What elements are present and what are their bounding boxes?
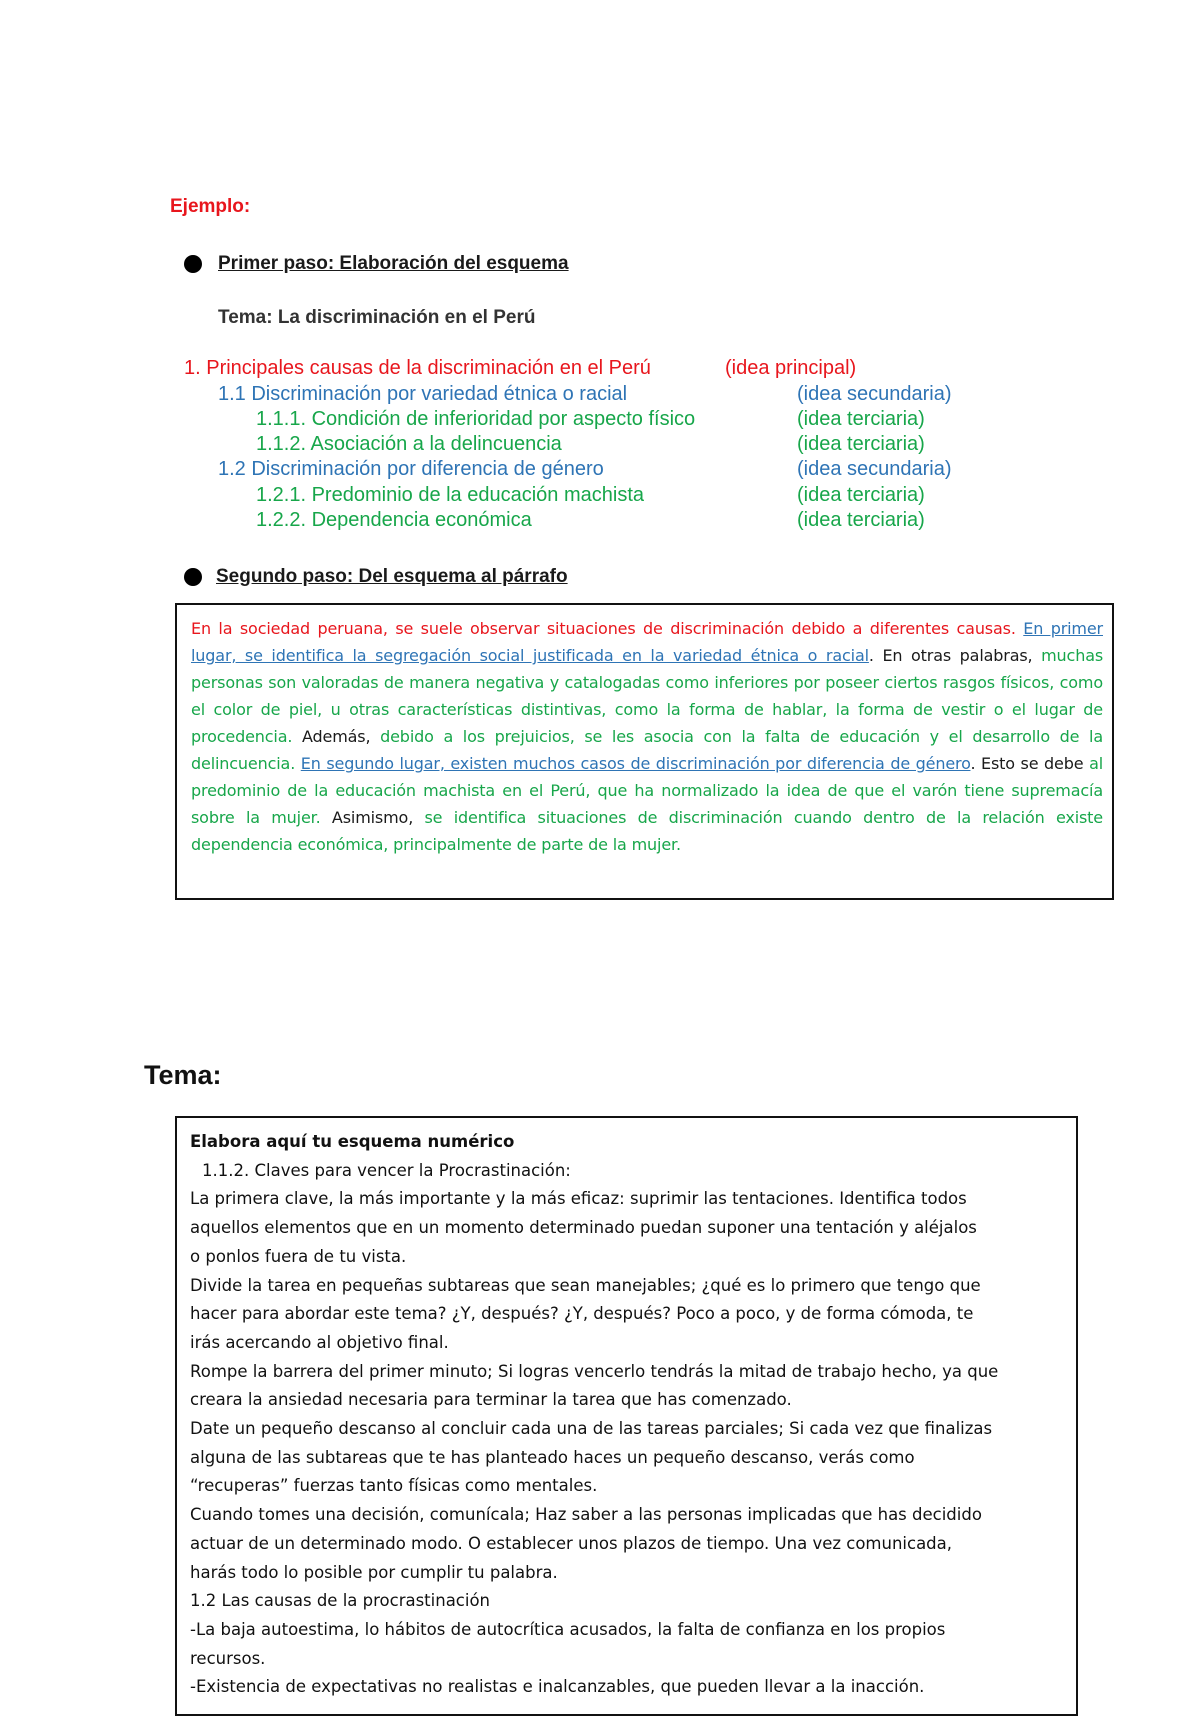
answer-line: Date un pequeño descanso al concluir cada una de las tareas parciales; Si cada vez que finalizas (190, 1419, 993, 1439)
answer-line: hacer para abordar este tema? ¿Y, después? ¿Y, después? Poco a poco, y de forma cómoda, te (190, 1304, 974, 1324)
example-paragraph-box (175, 603, 1114, 900)
tertiary-idea-sentence: debido a los prejuicios, se les asocia con la falta de educación y el desarrollo de la delincuencia. (191, 727, 1103, 773)
outline-item: 1. Principales causas de la discriminación en el Perú (184, 357, 651, 379)
connector: Además, (301, 727, 371, 746)
answer-line: o ponlos fuera de tu vista. (190, 1246, 407, 1266)
answer-line: alguna de las subtareas que te has planteado haces un pequeño descanso, verás como (190, 1447, 915, 1467)
exercise-topic-label: Tema: (144, 1060, 222, 1090)
outline-tag: (idea secundaria) (797, 383, 952, 405)
step-one-heading: Primer paso: Elaboración del esquema (218, 253, 569, 274)
outline-tag: (idea secundaria) (797, 458, 952, 480)
outline-item: 1.2.1. Predominio de la educación machista (256, 484, 645, 506)
outline-item: 1.1.1. Condición de inferioridad por aspecto físico (256, 408, 696, 430)
answer-line: aquellos elementos que en un momento determinado puedan suponer una tentación y aléjalos (190, 1218, 977, 1238)
example-heading: Ejemplo: (170, 196, 251, 217)
answer-line: Divide la tarea en pequeñas subtareas que sean manejables; ¿qué es lo primero que tengo que (190, 1275, 981, 1295)
example-topic: Tema: La discriminación en el Perú (218, 307, 536, 328)
outline-item: 1.2.2. Dependencia económica (256, 509, 532, 531)
outline-tag: (idea principal) (725, 357, 857, 379)
answer-line: 1.2 Las causas de la procrastinación (190, 1591, 491, 1611)
exercise-answer-text (190, 1128, 1065, 1702)
tertiary-idea-sentence: muchas personas son valoradas de manera negativa y catalogadas como inferiores por poseer ciertos rasgos físicos, como el color de piel, u otras características distintivas, como la forma de hablar, la forma de vestir o el lugar de procedencia. (191, 646, 1104, 746)
answer-line: “recuperas” fuerzas tanto físicas como mentales. (190, 1476, 598, 1496)
outline-tag: (idea terciaria) (797, 433, 925, 455)
answer-line: harás todo lo posible por cumplir tu palabra. (190, 1562, 558, 1582)
tertiary-idea-sentence: al predominio de la educación machista en el Perú, que ha normalizado la idea de que el varón tiene supremacía sobre la mujer. (191, 754, 1104, 827)
outline-tag: (idea terciaria) (797, 408, 925, 430)
answer-line: Cuando tomes una decisión, comunícala; Haz saber a las personas implicadas que has decidido (190, 1505, 982, 1525)
answer-line: recursos. (190, 1648, 266, 1668)
answer-line: 1.1.2. Claves para vencer la Procrastinación: (202, 1160, 571, 1180)
connector: En otras palabras, (882, 646, 1033, 665)
answer-line: -La baja autoestima, lo hábitos de autocrítica acusados, la falta de confianza en los propios (190, 1619, 946, 1639)
outline-item: 1.2 Discriminación por diferencia de género (218, 458, 604, 480)
exercise-answer-box[interactable] (175, 1116, 1078, 1716)
bullet-icon (184, 568, 202, 586)
answer-line: Rompe la barrera del primer minuto; Si logras vencerlo tendrás la mitad de trabajo hecho, ya que (190, 1361, 999, 1381)
answer-line: La primera clave, la más importante y la más eficaz: suprimir las tentaciones. Identifica todos (190, 1189, 967, 1209)
answer-box-title: Elabora aquí tu esquema numérico (190, 1132, 515, 1151)
tertiary-idea-sentence: se identifica situaciones de discriminación cuando dentro de la relación existe dependencia económica, principalmente de parte de la mujer. (191, 808, 1103, 854)
outline-tag: (idea terciaria) (797, 484, 925, 506)
bullet-icon (184, 255, 202, 273)
connector: Asimismo, (331, 808, 414, 827)
answer-line: creara la ansiedad necesaria para terminar la tarea que has comenzado. (190, 1390, 792, 1410)
answer-line: -Existencia de expectativas no realistas e inalcanzables, que pueden llevar a la inacción. (190, 1677, 925, 1697)
answer-line: irás acercando al objetivo final. (190, 1332, 449, 1352)
step-two-heading: Segundo paso: Del esquema al párrafo (216, 566, 568, 587)
connector: Esto se debe (981, 754, 1084, 773)
main-idea-sentence: En la sociedad peruana, se suele observar situaciones de discriminación debido a diferentes causas. (191, 619, 1016, 638)
example-paragraph: En la sociedad peruana, se suele observar situaciones de discriminación debido a diferentes causas. En primer lugar, se identifica la segregación social justificada en la variedad étnica o racial. En otras palabras, muchas personas son valoradas de manera negativa y catalogadas como inferiores por poseer ciertos rasgos físicos, como el color de piel, u otras características distintivas, como la forma de hablar, la forma de vestir o el lugar de procedencia. Además, debido a los prejuicios, se les asocia con la falta de educación y el desarrollo de la delincuencia. En segundo lugar, existen muchos casos de discriminación por diferencia de género. Esto se debe al predominio de la educación machista en el Perú, que ha normalizado la idea de que el varón tiene supremacía sobre la mujer. Asimismo, se identifica situaciones de discriminación cuando dentro de la relación existe dependencia económica, principalmente de parte de la mujer. (191, 619, 1104, 854)
outline-item: 1.1.2. Asociación a la delincuencia (256, 433, 562, 455)
answer-line: actuar de un determinado modo. O establecer unos plazos de tiempo. Una vez comunicada, (190, 1533, 953, 1553)
outline-item: 1.1 Discriminación por variedad étnica o racial (218, 383, 628, 405)
outline-tag: (idea terciaria) (797, 509, 925, 531)
secondary-idea-sentence: En segundo lugar, existen muchos casos de discriminación por diferencia de género (300, 754, 971, 773)
secondary-idea-sentence: En primer lugar, se identifica la segregación social justificada en la variedad étnica o racial (191, 619, 1103, 665)
